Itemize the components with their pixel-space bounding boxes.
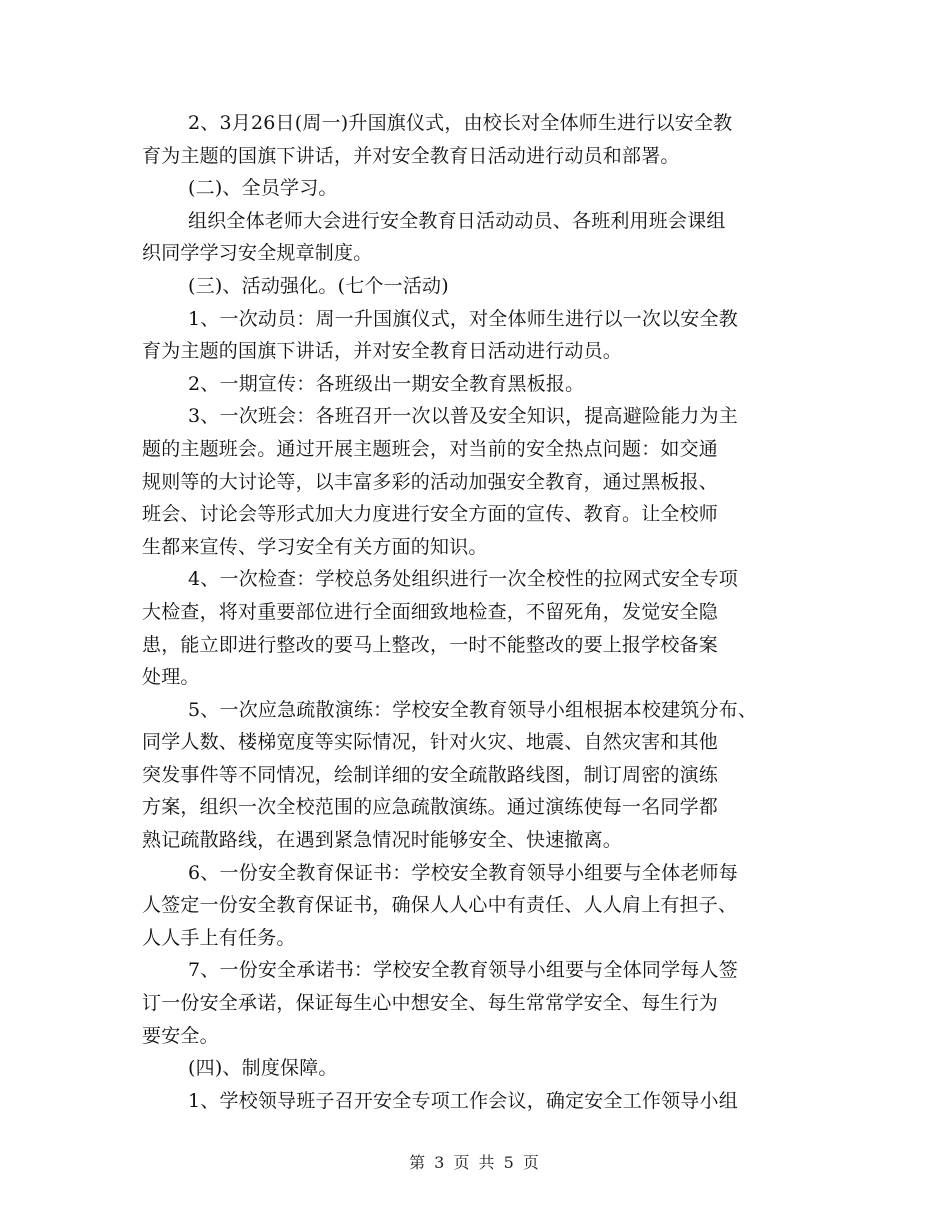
document-body bbox=[142, 107, 810, 1117]
text-line: 大检查，将对重要部位进行全面细致地检查，不留死角，发觉安全隐 bbox=[142, 600, 719, 623]
text-line: 人人手上有任务。 bbox=[142, 926, 296, 949]
text-line: 1、一次动员：周一升国旗仪式，对全体师生进行以一次以安全教 bbox=[188, 307, 738, 330]
text-line: 方案，组织一次全校范围的应急疏散演练。通过演练使每一名同学都 bbox=[142, 796, 719, 819]
text-line: 要安全。 bbox=[142, 1024, 219, 1047]
text-line: 育为主题的国旗下讲话，并对安全教育日活动进行动员。 bbox=[142, 340, 623, 363]
text-line: 6、一份安全教育保证书：学校安全教育领导小组要与全体老师每 bbox=[188, 861, 738, 884]
text-line: 生都来宣传、学习安全有关方面的知识。 bbox=[142, 535, 488, 558]
text-line: 班会、讨论会等形式加大力度进行安全方面的宣传、教育。让全校师 bbox=[142, 503, 719, 526]
text-line: 1、学校领导班子召开安全专项工作会议，确定安全工作领导小组 bbox=[188, 1089, 738, 1112]
text-line: 7、一份安全承诺书：学校安全教育领导小组要与全体同学每人签 bbox=[188, 959, 738, 982]
text-line: (二)、全员学习。 bbox=[188, 177, 338, 200]
text-line: 4、一次检查：学校总务处组织进行一次全校性的拉网式安全专项 bbox=[188, 568, 738, 591]
text-line: 人签定一份安全教育保证书，确保人人心中有责任、人人肩上有担子、 bbox=[142, 894, 738, 917]
text-line: 患，能立即进行整改的要马上整改，一时不能整改的要上报学校备案 bbox=[142, 633, 719, 656]
text-line: 题的主题班会。通过开展主题班会，对当前的安全热点问题：如交通 bbox=[142, 437, 719, 460]
text-line: (四)、制度保障。 bbox=[188, 1057, 338, 1080]
text-line: 规则等的大讨论等，以丰富多彩的活动加强安全教育，通过黑板报、 bbox=[142, 470, 719, 493]
text-line: 突发事件等不同情况，绘制详细的安全疏散路线图，制订周密的演练 bbox=[142, 763, 719, 786]
page-footer: 第 3 页 共 5 页 bbox=[409, 1153, 541, 1172]
text-line: 同学人数、楼梯宽度等实际情况，针对火灾、地震、自然灾害和其他 bbox=[142, 731, 719, 754]
text-line: 处理。 bbox=[142, 666, 200, 689]
text-line: 3、一次班会：各班召开一次以普及安全知识，提高避险能力为主 bbox=[188, 405, 738, 428]
text-line: 熟记疏散路线，在遇到紧急情况时能够安全、快速撤离。 bbox=[142, 829, 623, 852]
text-line: 2、3月26日(周一)升国旗仪式，由校长对全体师生进行以安全教 bbox=[188, 112, 733, 134]
text-line: 订一份安全承诺，保证每生心中想安全、每生常常学安全、每生行为 bbox=[142, 992, 719, 1015]
text-line: 组织全体老师大会进行安全教育日活动动员、各班利用班会课组 bbox=[188, 209, 726, 232]
text-line: 2、一期宣传：各班级出一期安全教育黑板报。 bbox=[188, 372, 585, 395]
text-line: 5、一次应急疏散演练：学校安全教育领导小组根据本校建筑分布、 bbox=[188, 698, 758, 721]
text-line: (三)、活动强化。(七个一活动) bbox=[188, 274, 449, 297]
text-line: 育为主题的国旗下讲话，并对安全教育日活动进行动员和部署。 bbox=[142, 144, 680, 167]
text-line: 织同学学习安全规章制度。 bbox=[142, 242, 373, 265]
